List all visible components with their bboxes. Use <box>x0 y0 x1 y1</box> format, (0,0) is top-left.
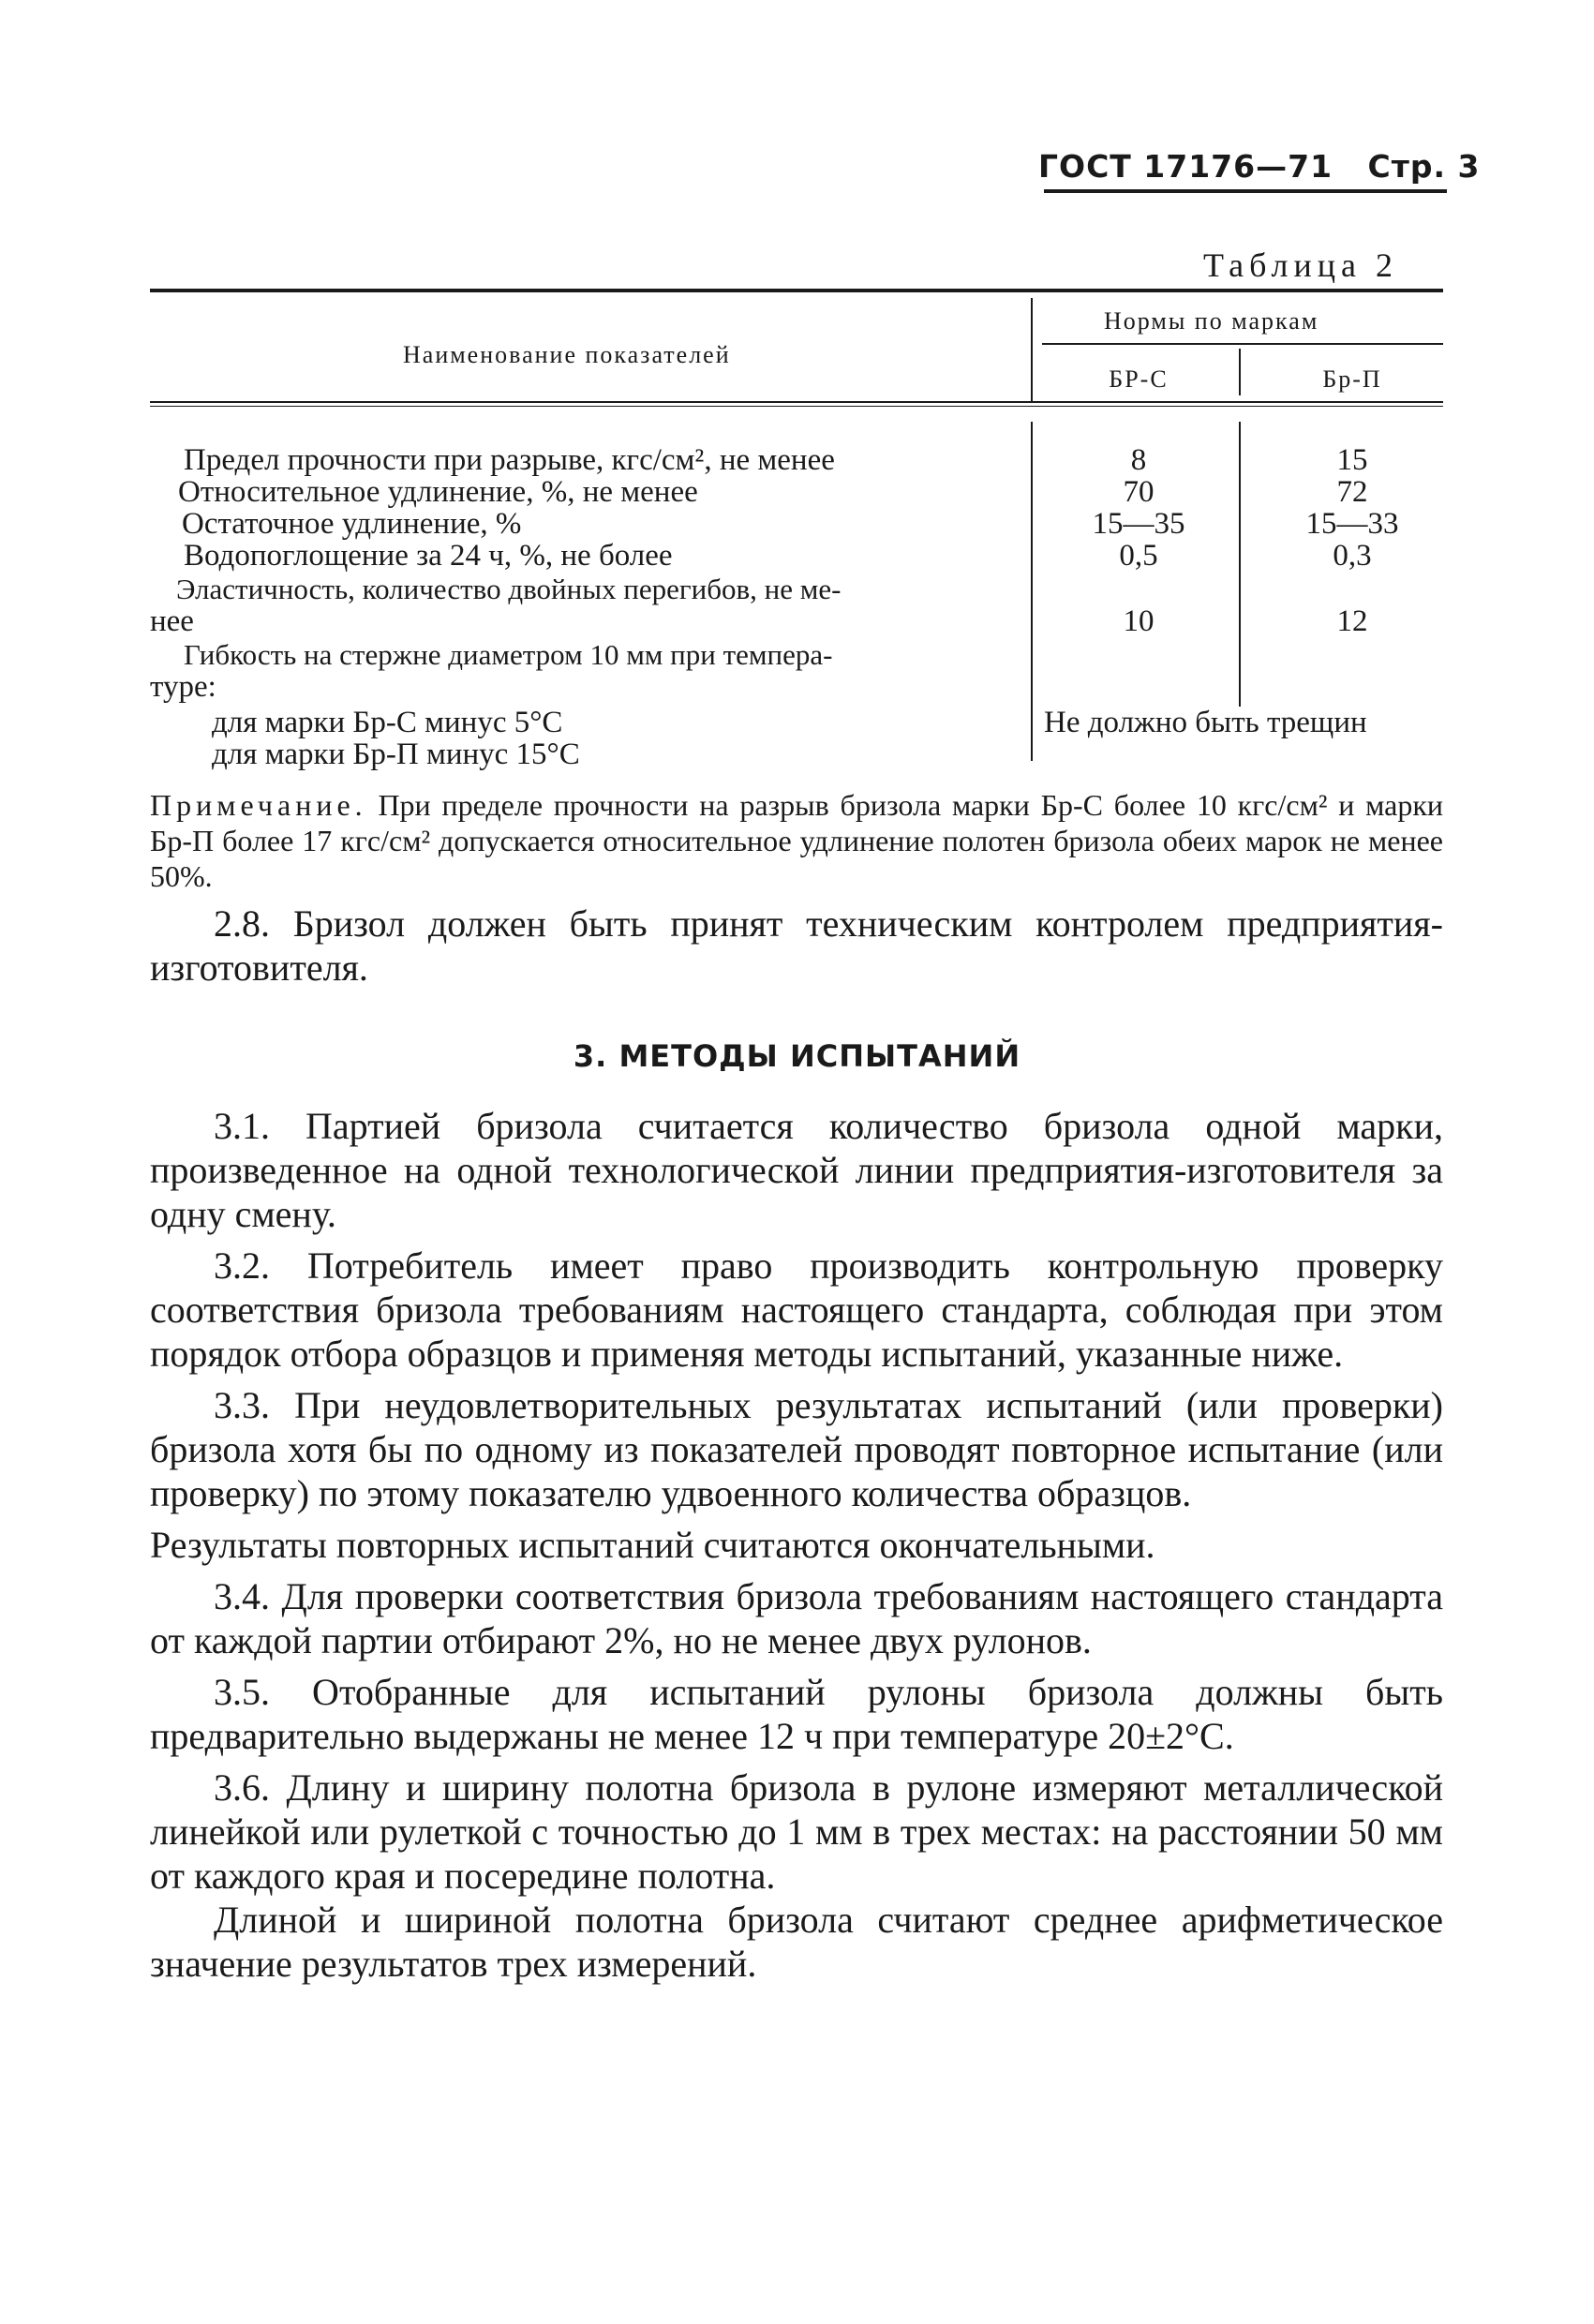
header-col-brp: Бр-П <box>1322 365 1382 393</box>
row-value-elasticity-brs: 10 <box>1123 604 1155 638</box>
paragraph-3-3: 3.3. При неудовлетворительных результатах испытаний (или проверки) бризола хотя бы по одному из показателей проводят повторное испытание (или проверку) по этому показателю удвоенного количества образцов. <box>150 1384 1443 1514</box>
row-label-water: Водопоглощение за 24 ч, %, не более <box>184 539 673 573</box>
body-vertical-divider <box>1031 422 1033 761</box>
header-bottom-rule <box>150 401 1443 403</box>
norms-underline <box>1042 343 1443 345</box>
row-value-residual-brs: 15—35 <box>1092 507 1185 541</box>
header-underline <box>1044 189 1447 193</box>
row-value-residual-brp: 15—33 <box>1305 507 1399 541</box>
row-value-flexibility-merged: Не должно быть трещин <box>1044 706 1367 739</box>
row-value-water-brp: 0,3 <box>1333 539 1372 573</box>
row-label-flexibility-sub1: для марки Бр-С минус 5°С <box>212 706 563 739</box>
page-header <box>1038 148 1480 185</box>
paragraph-3-6: 3.6. Длину и ширину полотна бризола в рулоне измеряют металлической линейкой или рулеткой с точностью до 1 мм в трех местах: на расстоянии 50 мм от каждого края и посередине полотна. <box>150 1766 1443 1897</box>
paragraph-2-8-block <box>150 901 1443 990</box>
row-value-elongation-brp: 72 <box>1336 475 1368 509</box>
paragraph-3-2: 3.2. Потребитель имеет право производить контрольную проверку соответствия бризола требованиям настоящего стандарта, соблюдая при этом порядок отбора образцов и применяя методы испытаний, указанные ниже. <box>150 1244 1443 1375</box>
table-caption: Таблица 2 <box>1203 246 1398 284</box>
header-mark-divider <box>1239 349 1241 395</box>
note-text: При пределе прочности на разрыв бризола марки Бр-С более 10 кгс/см² и марки Бр-П более 17 кгс/см² допускается относительное удлинение полотен бризола обеих марок не менее 50%. <box>150 788 1444 893</box>
note-lead: Примечание. <box>150 788 367 822</box>
paragraph-3-3-result: Результаты повторных испытаний считаются окончательными. <box>150 1524 1155 1566</box>
paragraph-3-6-result: Длиной и шириной полотна бризола считают среднее арифметическое значение результатов трех измерений. <box>150 1899 1443 1985</box>
row-label-flexibility-line2: туре: <box>150 670 216 704</box>
document-id: ГОСТ 17176—71 <box>1038 148 1333 185</box>
paragraph-3-1: 3.1. Партией бризола считается количество бризола одной марки, произведенное на одной технологической линии предприятия-изготовителя за одну смену. <box>150 1105 1443 1235</box>
paragraph-2-8: 2.8. Бризол должен быть принят техническим контролем предприятия-изготовителя. <box>150 902 1443 989</box>
header-col-brs: БР-С <box>1109 365 1169 393</box>
paragraph-3-5: 3.5. Отобранные для испытаний рулоны бризола должны быть предварительно выдержаны не менее 12 ч при температуре 20±2°С. <box>150 1671 1443 1757</box>
row-label-flexibility-sub2: для марки Бр-П минус 15°С <box>212 737 580 771</box>
table-note <box>150 787 1443 894</box>
header-vertical-divider <box>1031 298 1033 403</box>
header-norms: Нормы по маркам <box>1104 307 1319 335</box>
row-value-water-brs: 0,5 <box>1119 539 1158 573</box>
row-label-flexibility-line1: Гибкость на стержне диаметром 10 мм при темпера- <box>184 638 833 671</box>
row-value-strength-brs: 8 <box>1130 443 1147 477</box>
section-3-body <box>150 1104 1443 1986</box>
row-value-strength-brp: 15 <box>1336 443 1368 477</box>
row-label-residual: Остаточное удлинение, % <box>182 507 522 541</box>
header-indicator-name: Наименование показателей <box>403 341 731 368</box>
row-label-strength: Предел прочности при разрыве, кгс/см², не менее <box>184 443 835 477</box>
row-value-elasticity-brp: 12 <box>1336 604 1368 638</box>
row-label-elasticity-line1: Эластичность, количество двойных перегибов, не ме- <box>176 573 842 605</box>
row-label-elasticity-line2: нее <box>150 604 194 638</box>
row-label-elongation: Относительное удлинение, %, не менее <box>178 475 698 509</box>
header-bottom-rule-2 <box>150 406 1443 407</box>
section-3-title: 3. МЕТОДЫ ИСПЫТАНИЙ <box>573 1038 1021 1074</box>
row-value-elongation-brs: 70 <box>1123 475 1155 509</box>
page-label: Стр. 3 <box>1367 148 1481 185</box>
body-mark-divider <box>1239 422 1241 707</box>
table-top-rule <box>150 289 1443 292</box>
paragraph-3-4: 3.4. Для проверки соответствия бризола требованиям настоящего стандарта от каждой партии отбирают 2%, но не менее двух рулонов. <box>150 1575 1443 1661</box>
